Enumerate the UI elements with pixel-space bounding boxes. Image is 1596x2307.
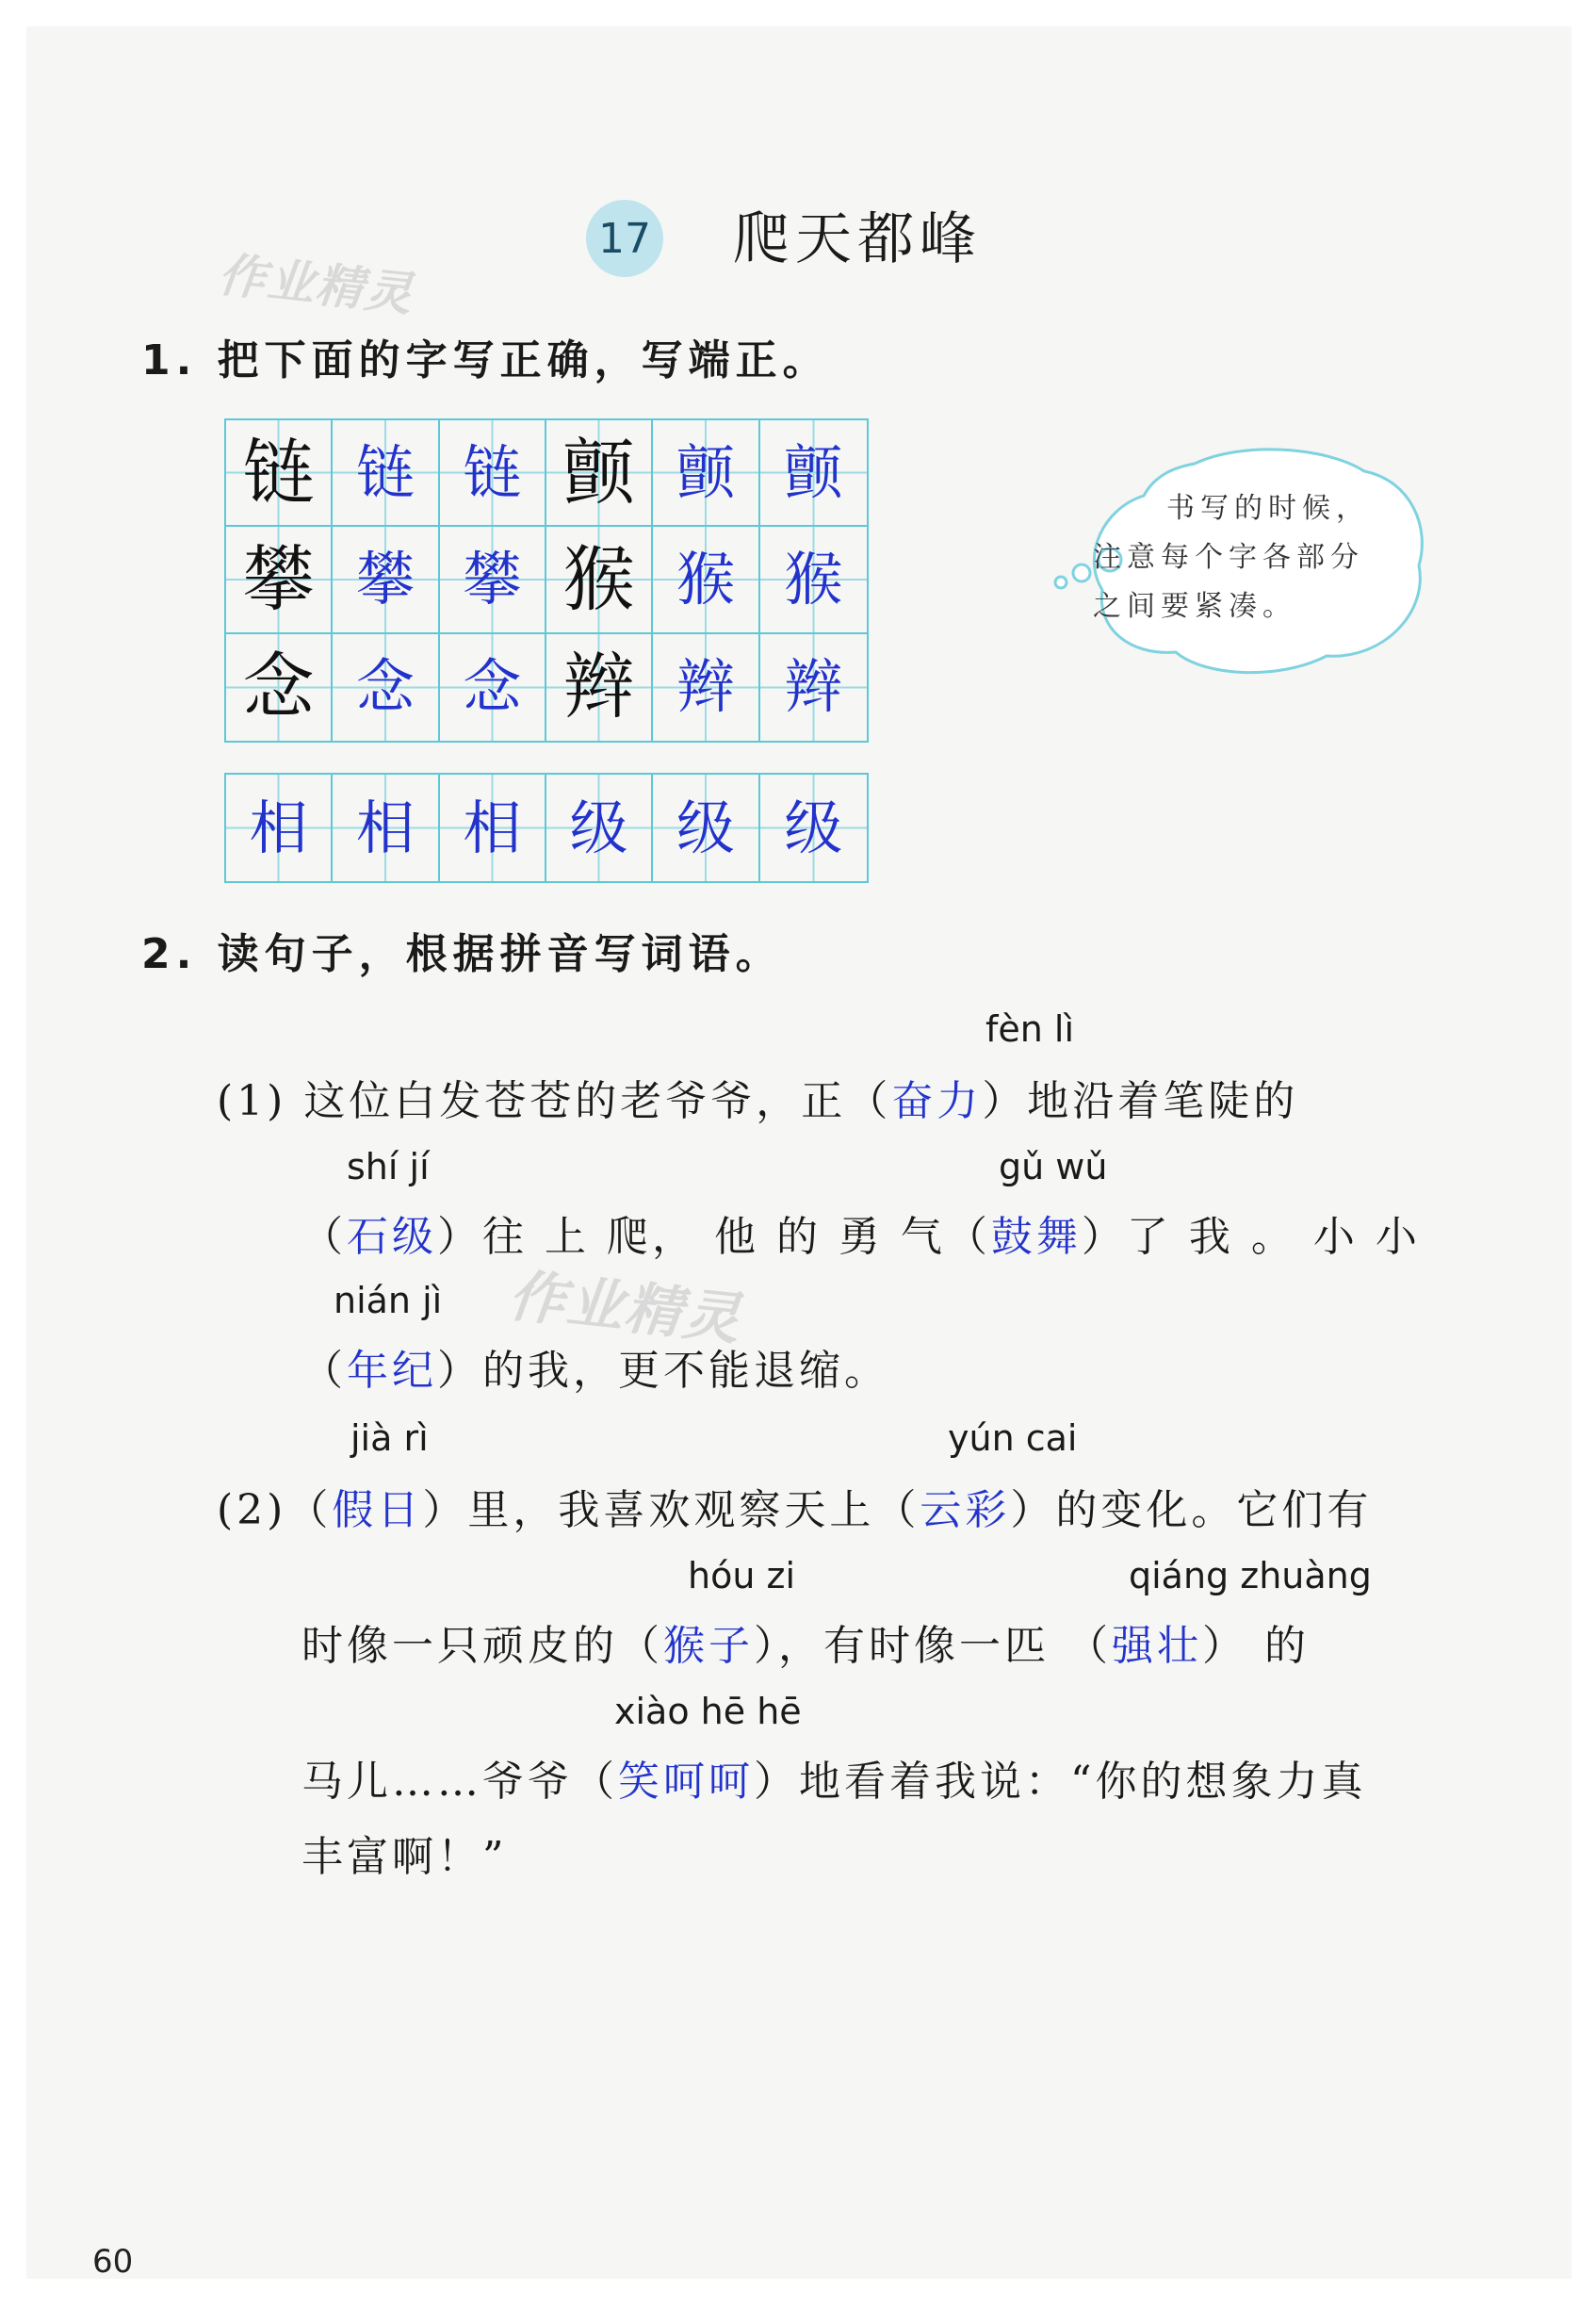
- grid-cell: [653, 634, 759, 741]
- answer-word: 鼓舞: [990, 1213, 1082, 1261]
- written-character: 颤: [784, 437, 843, 507]
- tip-line: 注意每个字各部分: [1093, 541, 1364, 574]
- written-character: 辫: [676, 652, 735, 722]
- answer-word: 猴子: [663, 1622, 754, 1670]
- sentence-text: ）的我，更不能退缩。: [437, 1347, 889, 1395]
- answer-word: 年纪: [347, 1347, 437, 1395]
- written-character: 攀: [463, 544, 522, 614]
- grid-cell: [440, 775, 546, 881]
- grid-cell: [440, 527, 546, 633]
- page-number: 60: [92, 2243, 134, 2281]
- grid-cell: [653, 775, 759, 881]
- sentence-text: ）往 上 爬， 他 的 勇 气（: [437, 1213, 991, 1261]
- sentence-text: ） 的: [1202, 1622, 1310, 1670]
- sentence-text: （: [301, 1213, 347, 1261]
- grid-cell: [546, 634, 653, 741]
- grid-cell: [546, 775, 653, 881]
- written-character: 颤: [676, 437, 735, 507]
- grid-cell: [653, 420, 759, 527]
- tip-line: 之间要紧凑。: [1093, 590, 1296, 623]
- grid-cell: [226, 527, 333, 633]
- sentence-line: 丰富啊！”: [301, 1833, 508, 1881]
- pinyin: shí jí: [347, 1146, 430, 1187]
- answer-word: 笑呵呵: [618, 1758, 754, 1806]
- tip-line: 书写的时候，: [1166, 492, 1370, 525]
- sentence-text: ）里，我喜欢观察天上（: [422, 1486, 920, 1534]
- written-character: 链: [355, 437, 415, 507]
- written-character: 相: [463, 793, 522, 862]
- sentence-text: (2)（: [217, 1486, 333, 1534]
- sentence-text: （: [301, 1347, 347, 1395]
- answer-word: 奋力: [891, 1077, 983, 1125]
- grid-cell: [760, 634, 867, 741]
- sentence-text: 马儿……爷爷（: [301, 1758, 618, 1806]
- sentence-text: 时像一只顽皮的（: [301, 1622, 663, 1670]
- pinyin: hóu zi: [688, 1555, 795, 1596]
- model-character: 颤: [562, 430, 635, 515]
- written-character: 级: [784, 793, 843, 862]
- character-grid: [224, 418, 869, 743]
- grid-cell: [333, 775, 439, 881]
- sentence-line: [301, 1612, 1310, 1672]
- model-character: 辫: [562, 645, 635, 729]
- written-character: 相: [249, 793, 308, 862]
- watermark: 作业精灵: [505, 1263, 745, 1353]
- grid-cell: [440, 420, 546, 527]
- written-character: 级: [569, 793, 628, 862]
- grid-cell: [333, 527, 439, 633]
- grid-cell: [226, 420, 333, 527]
- grid-cell: [226, 634, 333, 741]
- grid-cell: [546, 420, 653, 527]
- pinyin: fèn lì: [985, 1008, 1075, 1050]
- written-character: 念: [355, 652, 415, 722]
- lesson-title: 爬天都峰: [733, 206, 982, 272]
- sentence-line: [301, 1203, 1421, 1263]
- pinyin: qiáng zhuàng: [1129, 1555, 1372, 1596]
- grid-cell: [333, 634, 439, 741]
- sentence-line: [217, 1067, 1298, 1127]
- answer-word: 云彩: [920, 1486, 1011, 1534]
- model-character: 攀: [242, 536, 315, 621]
- sentence-text: ），有时像一匹 （: [754, 1622, 1112, 1670]
- question-2-heading: 2. 读句子，根据拼音写词语。: [141, 930, 783, 978]
- grid-cell: [440, 634, 546, 741]
- model-character: 链: [242, 430, 315, 515]
- answer-word: 强壮: [1112, 1622, 1202, 1670]
- watermark: 作业精灵: [216, 247, 417, 322]
- model-character: 念: [242, 645, 315, 729]
- extra-character-row: [224, 773, 869, 883]
- written-character: 猴: [676, 544, 735, 614]
- written-character: 链: [463, 437, 522, 507]
- pinyin: xiào hē hē: [614, 1691, 802, 1732]
- grid-cell: [760, 420, 867, 527]
- written-character: 攀: [355, 544, 415, 614]
- written-character: 级: [676, 793, 735, 862]
- lesson-number-badge: 17: [586, 200, 663, 277]
- pinyin: jià rì: [350, 1417, 429, 1459]
- sentence-text: (1) 这位白发苍苍的老爷爷，正（: [217, 1077, 892, 1125]
- grid-cell: [760, 527, 867, 633]
- sentence-text: ）了 我 。 小 小: [1081, 1213, 1421, 1261]
- written-character: 猴: [784, 544, 843, 614]
- model-character: 猴: [562, 536, 635, 621]
- answer-word: 石级: [347, 1213, 437, 1261]
- written-character: 念: [463, 652, 522, 722]
- sentence-text: ）的变化。它们有: [1010, 1486, 1373, 1534]
- grid-cell: [226, 775, 333, 881]
- grid-cell: [546, 527, 653, 633]
- grid-cell: [333, 420, 439, 527]
- answer-word: 假日: [332, 1486, 423, 1534]
- sentence-line: [301, 1747, 1367, 1808]
- writing-tip: [1093, 484, 1404, 631]
- written-character: 相: [355, 793, 415, 862]
- pinyin: nián jì: [334, 1280, 443, 1321]
- sentence-line: [301, 1336, 889, 1397]
- grid-cell: [760, 775, 867, 881]
- pinyin: yún cai: [948, 1417, 1078, 1459]
- sentence-text: ）地看着我说：“你的想象力真: [754, 1758, 1367, 1806]
- question-1-heading: 1. 把下面的字写正确，写端正。: [141, 336, 830, 384]
- written-character: 辫: [784, 652, 843, 722]
- sentence-line: [217, 1476, 1372, 1536]
- grid-cell: [653, 527, 759, 633]
- sentence-text: ）地沿着笔陡的: [982, 1077, 1299, 1125]
- pinyin: gǔ wǔ: [999, 1146, 1108, 1187]
